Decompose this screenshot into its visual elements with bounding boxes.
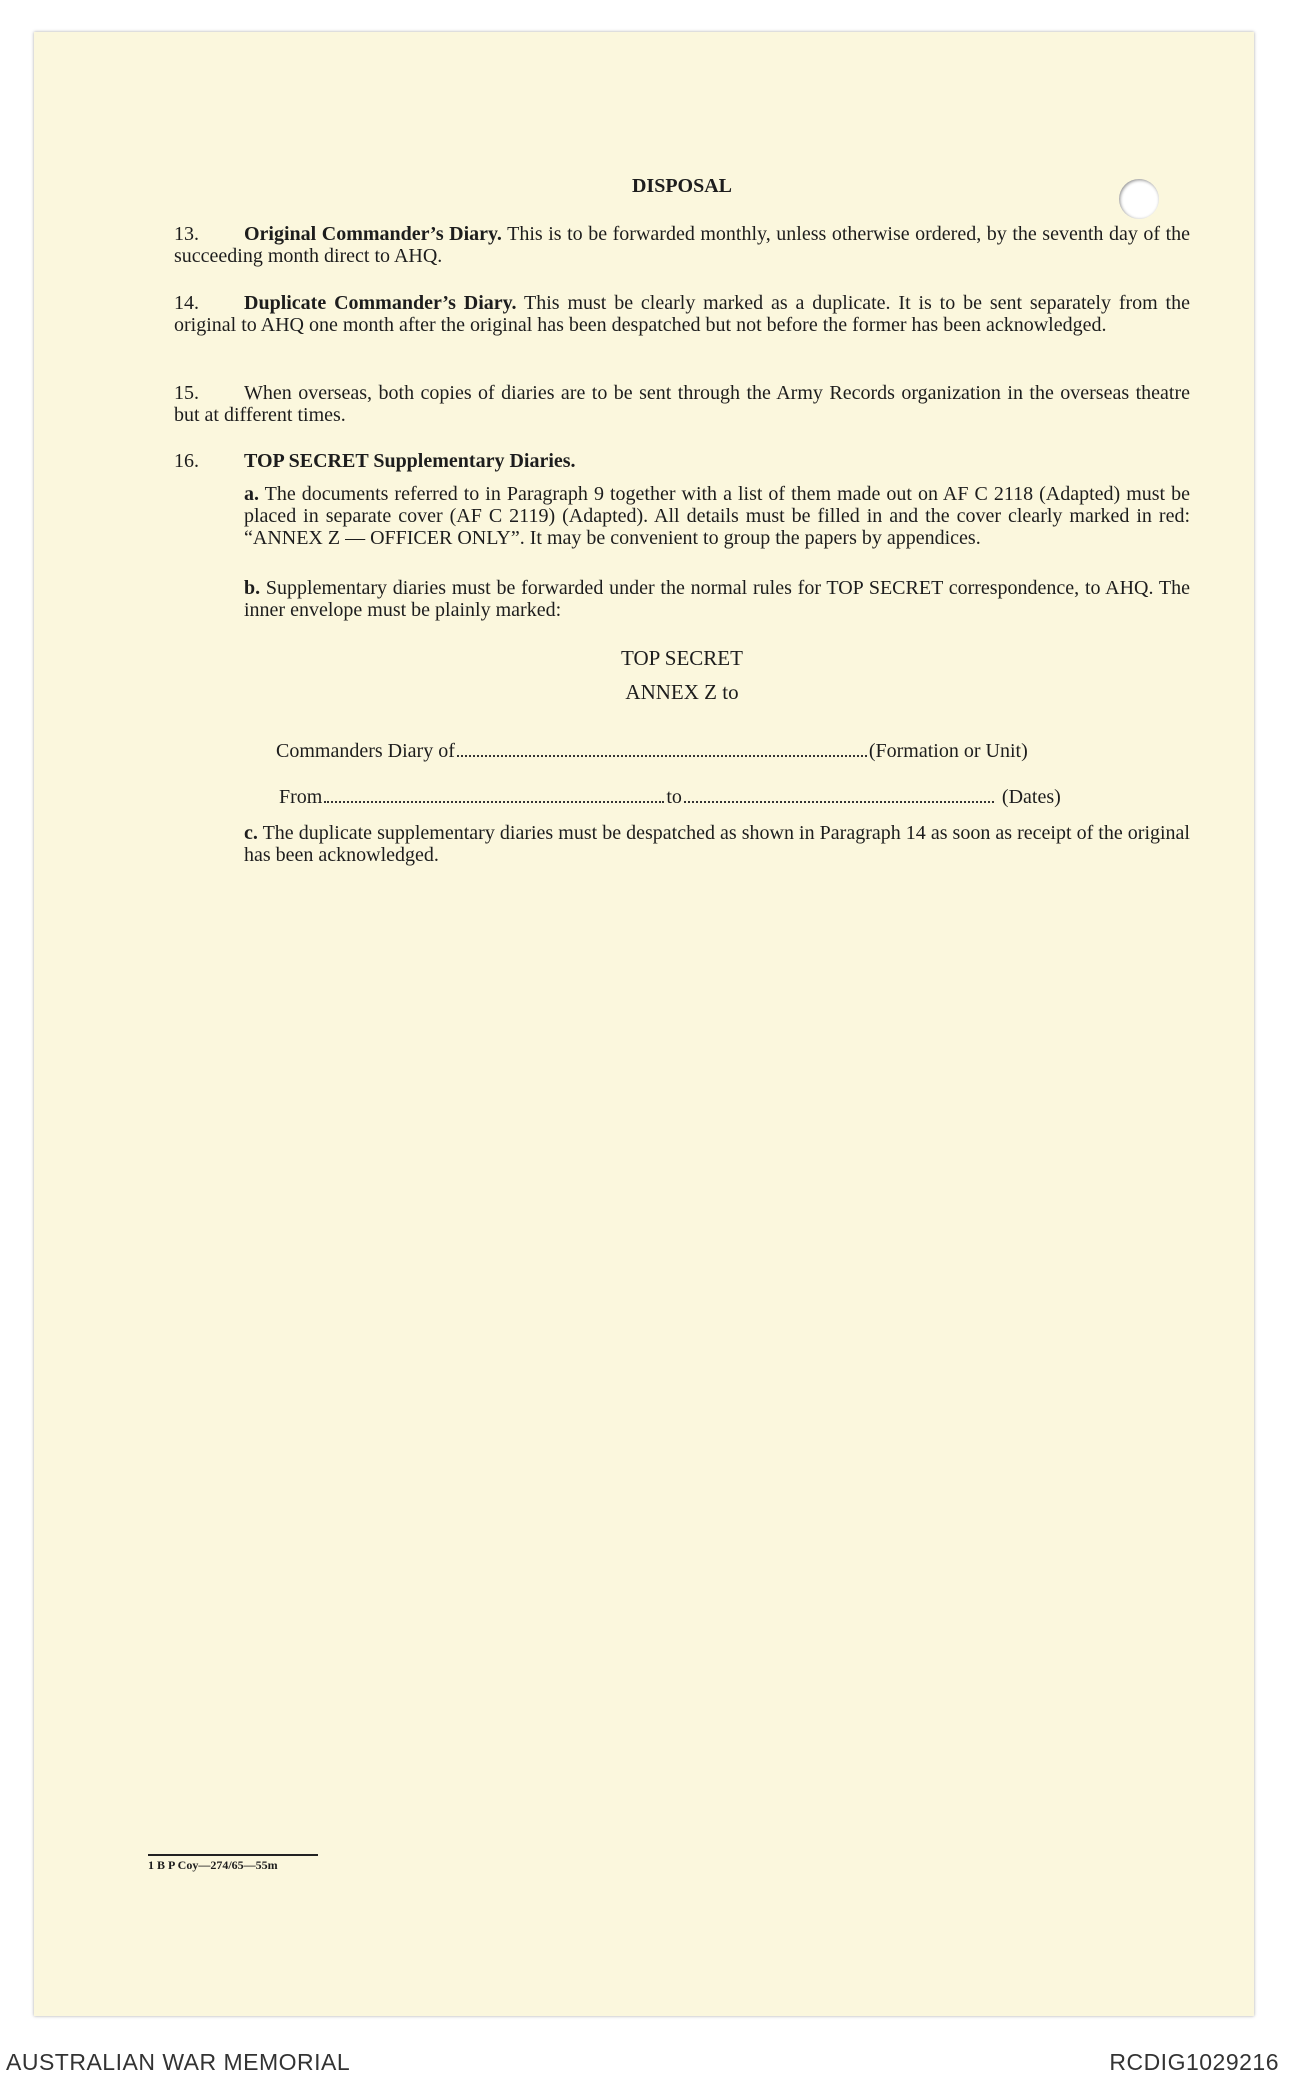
- catalogue-id: RCDIG1029216: [1109, 2049, 1279, 2075]
- paragraph-number: 13.: [174, 223, 199, 245]
- subparagraph-b: [244, 577, 1190, 621]
- dates-suffix: (Dates): [1001, 786, 1061, 808]
- paragraph-number: 16.: [174, 450, 199, 472]
- paragraph-title: Duplicate Commander’s Diary.: [244, 292, 517, 314]
- paragraph-text: This is to be forwarded monthly, unless otherwise ordered, by the seventh day of the succeeding month direct to AHQ.: [174, 223, 1191, 267]
- paragraph-16: [174, 450, 1190, 472]
- paragraph-14: [174, 292, 1190, 336]
- subparagraph-a: [244, 483, 1190, 549]
- envelope-marking-annex: ANNEX Z to: [625, 680, 739, 704]
- paragraph-number: 15.: [174, 382, 199, 404]
- subparagraph-text: The documents referred to in Paragraph 9 together with a list of them made out on AF C 2118 (Adapted) must be placed in separate cover (AF C 2119) (Adapted). All details must be filled in and the cover clearly marked in red: “ANNEX Z — OFFICER ONLY”. It may be convenient to group the papers by appendices.: [244, 483, 1190, 549]
- subparagraph-c: [244, 822, 1190, 866]
- paragraph-title: TOP SECRET Supplementary Diaries.: [244, 450, 576, 472]
- subparagraph-text: The duplicate supplementary diaries must be despatched as shown in Paragraph 14 as soon as receipt of the original has been acknowledged.: [244, 822, 1190, 866]
- paragraph-text: When overseas, both copies of diaries are to be sent through the Army Records organization in the overseas theatre but at different times.: [174, 382, 1190, 426]
- envelope-marking-top-secret: TOP SECRET: [621, 646, 743, 670]
- diary-of-line: [276, 739, 1028, 762]
- paragraph-number: 14.: [174, 292, 199, 314]
- blank-field: [684, 785, 994, 803]
- paragraph-text: This must be clearly marked as a duplicate. It is to be sent separately from the original to AHQ one month after the original has been despatched but not before the former has been acknowledged.: [174, 292, 1190, 336]
- document-page: [34, 32, 1254, 2016]
- from-to-line: [279, 785, 1061, 808]
- institution-label: AUSTRALIAN WAR MEMORIAL: [6, 2049, 351, 2075]
- blank-field: [324, 785, 664, 803]
- subparagraph-label: b.: [244, 577, 261, 599]
- from-label: From: [279, 786, 323, 808]
- subparagraph-label: c.: [244, 822, 258, 844]
- blank-field: [457, 739, 867, 757]
- paragraph-title: Original Commander’s Diary.: [244, 223, 502, 245]
- section-heading: DISPOSAL: [631, 175, 733, 197]
- diary-of-label: Commanders Diary of: [276, 740, 455, 762]
- paragraph-15: [174, 382, 1190, 426]
- diary-of-suffix: (Formation or Unit): [868, 740, 1028, 762]
- subparagraph-text: Supplementary diaries must be forwarded under the normal rules for TOP SECRET correspondence, to AHQ. The inner envelope must be plainly marked:: [244, 577, 1190, 621]
- subparagraph-label: a.: [244, 483, 259, 505]
- printer-mark: 1 B P Coy—274/65—55m: [148, 1854, 318, 1873]
- to-label: to: [666, 786, 682, 808]
- paragraph-13: [174, 223, 1190, 267]
